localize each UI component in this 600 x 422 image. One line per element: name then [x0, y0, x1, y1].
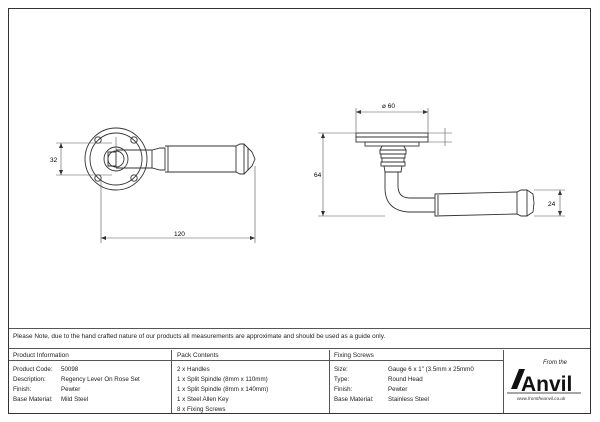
pack-item: 8 x Fixing Screws	[177, 406, 226, 413]
product-info-value: 50098	[61, 366, 79, 373]
fixing-label: Type:	[334, 376, 350, 383]
side-collar	[380, 146, 406, 172]
from-the-anvil-logo	[505, 355, 585, 410]
logo-from-the: From the	[543, 360, 568, 366]
fixing-value: Gauge 6 x 1" (3.5mm x 25mm0	[388, 366, 474, 373]
side-lever	[385, 172, 534, 216]
dim-front-height: 32	[50, 157, 58, 164]
pack-item: 1 x Split Spindle (8mm x 110mm)	[177, 376, 268, 383]
product-info-label: Product Code:	[13, 366, 53, 373]
product-info-label: Finish:	[13, 386, 32, 393]
dim-grip-height: 24	[548, 201, 556, 208]
product-info-value: Pewter	[61, 386, 81, 393]
dim-side-height: 64	[314, 172, 322, 179]
dim-front-length: 120	[174, 231, 185, 238]
product-info-label: Description:	[13, 376, 46, 383]
fixing-label: Base Material:	[334, 396, 374, 403]
fixing-value: Stainless Steel	[388, 396, 429, 403]
dim-rose-diameter: ⌀ 60	[382, 103, 395, 110]
logo-brand: Anvil	[521, 373, 573, 396]
logo-url: www.fromtheanvil.co.uk	[517, 396, 566, 401]
product-info-value: Regency Lever On Rose Set	[61, 376, 140, 383]
product-info-title: Product Information	[13, 352, 69, 359]
column-divider-2	[329, 350, 330, 413]
front-lever	[108, 144, 255, 174]
pack-item: 2 x Handles	[177, 366, 210, 373]
divider-headers	[9, 360, 504, 361]
fixing-value: Pewter	[388, 386, 408, 393]
product-info-value: Mild Steel	[61, 396, 89, 403]
side-dimensions	[318, 108, 565, 216]
divider-top	[9, 328, 590, 329]
fixing-screws-title: Fixing Screws	[334, 352, 374, 359]
product-info-label: Base Material:	[13, 396, 53, 403]
column-divider-3	[503, 350, 504, 413]
disclaimer-note: Please Note, due to the hand crafted nature of our products all measurements are approximate and should be used as a guide only.	[13, 333, 386, 340]
fixing-label: Finish:	[334, 386, 353, 393]
fixing-label: Size:	[334, 366, 348, 373]
pack-item: 1 x Steel Allen Key	[177, 396, 229, 403]
fixing-value: Round Head	[388, 376, 423, 383]
side-rose-plate	[356, 133, 428, 146]
divider-note	[9, 348, 590, 349]
pack-item: 1 x Split Spindle (8mm x 140mm)	[177, 386, 269, 393]
column-divider-1	[171, 350, 172, 413]
pack-contents-title: Pack Contents	[177, 352, 219, 359]
